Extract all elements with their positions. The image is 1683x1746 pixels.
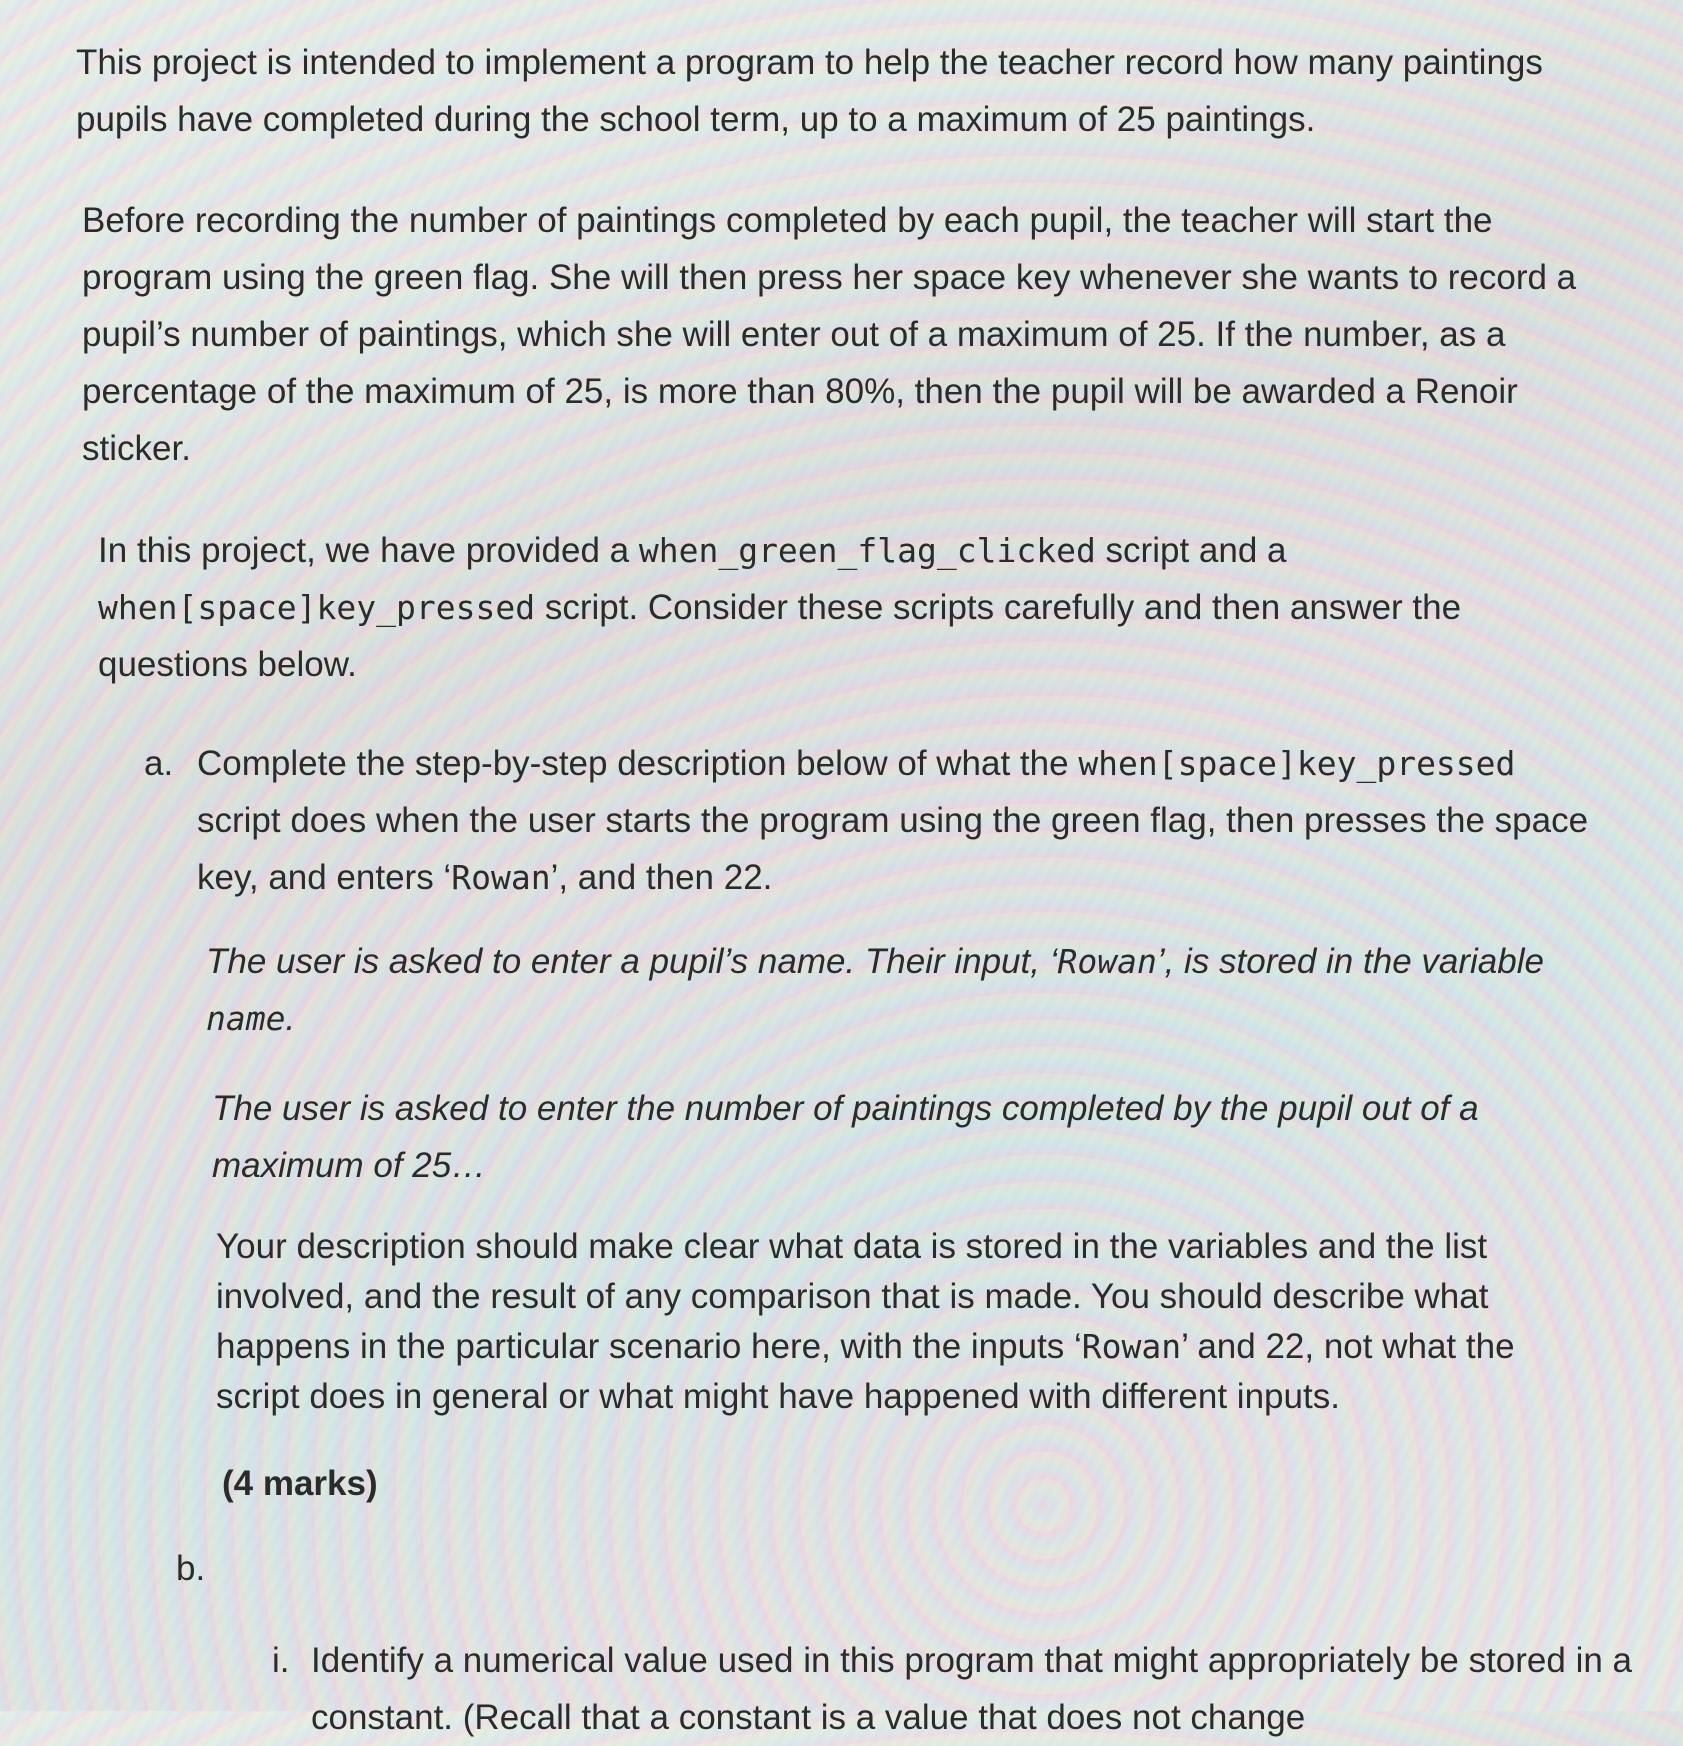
question-a-instruction <box>216 1222 1556 1422</box>
intro-paragraph-2: Before recording the number of paintings completed by each pupil, the teacher will start the program using the green flag. She will then press her space key whenever she wants to record a pupil’s number of paintings, which she will enter out of a maximum of 25. If the number, as a percentage of the maximum of 25, is more than 80%, then the pupil will be awarded a Renoir sticker. <box>82 201 1577 468</box>
intro-paragraph-1: This project is intended to implement a program to help the teacher record how many paintings pupils have completed during the school term, up to a maximum of 25 paintings. <box>76 43 1543 139</box>
example-step-2: The user is asked to enter the number of paintings completed by the pupil out of a maximum of 25… <box>212 1089 1479 1185</box>
example-step-1-input: Rowan <box>1057 942 1157 981</box>
question-a-input-name: Rowan <box>451 858 551 897</box>
instruction-text-2: ’ and 22, not what the script does in general or what might have happened with different inputs. <box>216 1327 1515 1416</box>
question-b-marker: b. <box>176 1549 206 1588</box>
question-a-marks: (4 marks) <box>222 1464 378 1503</box>
instruction-text-1: Your description should make clear what data is stored in the variables and the list involved, and the result of any comparison that is made. You should describe what happens in the particular scenario here, with the inputs ‘ <box>216 1227 1489 1366</box>
space-key-script-name: when[space]key_pressed <box>98 588 536 627</box>
intro-p3-text-1: In this project, we have provided a <box>98 531 639 570</box>
example-step-1-variable: name <box>206 999 286 1038</box>
intro-p3-text-2: script and a <box>1095 531 1287 570</box>
instruction-input-name: Rowan <box>1081 1327 1182 1366</box>
example-step-1 <box>206 933 1606 1047</box>
question-a-text <box>197 735 1597 906</box>
intro-paragraph-3 <box>98 522 1578 693</box>
question-a-script-name: when[space]key_pressed <box>1078 744 1516 783</box>
question-a-text-1: Complete the step-by-step description below of what the <box>197 744 1079 783</box>
example-step-1-text-2: ’, is stored in the variable <box>1156 942 1544 981</box>
question-a-text-3: ’, and then 22. <box>550 858 773 897</box>
example-step-1-text-3: . <box>285 999 296 1038</box>
question-b-i-text: Identify a numerical value used in this program that might appropriately be stored in a constant. (Recall that a constant is a value that does not change <box>311 1641 1632 1737</box>
question-b-i-marker: i. <box>272 1641 290 1680</box>
question-a-marker: a. <box>144 744 174 783</box>
green-flag-script-name: when_green_flag_clicked <box>638 531 1096 570</box>
question-a-text-2: script does when the user starts the program using the green flag, then presses the space key, and enters ‘ <box>197 801 1589 897</box>
example-step-1-text-1: The user is asked to enter a pupil’s name. Their input, ‘ <box>206 942 1058 981</box>
intro-p3-text-3: script. Consider these scripts carefully and then answer the questions below. <box>98 588 1462 684</box>
